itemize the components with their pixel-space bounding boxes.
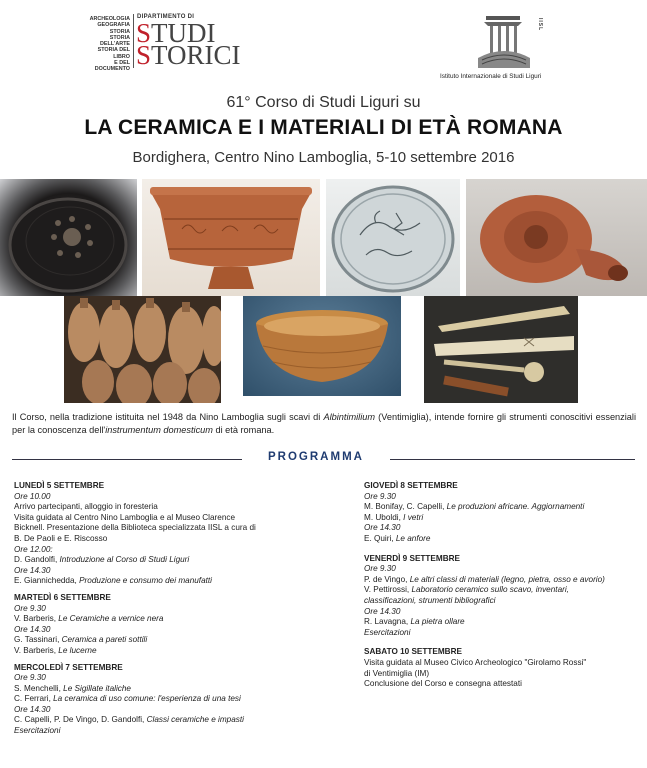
black-glaze-plate-image	[0, 179, 137, 296]
course-title: 61° Corso di Studi Liguri su	[226, 94, 421, 111]
schedule-item: C. Capelli, P. De Vingo, D. Gandolfi, Classi ceramiche e impasti	[14, 715, 244, 725]
schedule-item: R. Lavagna, La pietra ollare	[364, 617, 465, 627]
schedule-item: Esercitazioni	[364, 627, 411, 637]
divider-line-right	[390, 459, 635, 460]
logo-divider	[133, 14, 134, 68]
time-label: Ore 14.30	[14, 704, 51, 714]
schedule-item: Visita guidata al Centro Nino Lamboglia e al Museo Clarence	[14, 512, 236, 522]
terra-sigillata-bowl-image	[142, 179, 320, 296]
clay-oil-lamp-image	[466, 179, 647, 296]
department-wordmark: STUDI STORICI	[136, 18, 241, 70]
amphorae-image	[64, 296, 221, 403]
department-logo	[84, 14, 241, 73]
time-label: Ore 10.00	[14, 491, 51, 501]
bone-tools-image	[424, 296, 578, 403]
schedule-item: S. Menchelli, Le Sigillate italiche	[14, 683, 131, 693]
time-label: Ore 12.00:	[14, 544, 53, 554]
time-label: Ore 14.30	[364, 606, 401, 616]
schedule-item: Visita guidata al Museo Civico Archeologico "Girolamo Rossi"	[364, 657, 587, 667]
schedule-item: Conclusione del Corso e consegna attestati	[364, 679, 522, 689]
schedule-item: V. Barberis, Le Ceramiche a vernice nera	[14, 614, 164, 624]
divider-line-left	[12, 459, 242, 460]
day-heading-tuesday: MARTEDÌ 6 SETTEMBRE	[14, 592, 111, 602]
glazed-bowl-image	[243, 296, 401, 396]
main-title: LA CERAMICA E I MATERIALI DI ETÀ ROMANA	[84, 116, 563, 139]
schedule-item: Esercitazioni	[14, 726, 61, 736]
schedule-item: M. Uboldi, I vetri	[364, 512, 424, 522]
schedule-item: E. Quiri, Le anfore	[364, 533, 431, 543]
schedule-item: D. Gandolfi, Introduzione al Corso di Studi Liguri	[14, 555, 190, 565]
schedule-left-column	[14, 481, 344, 737]
day-heading-saturday: SABATO 10 SETTEMBRE	[364, 647, 462, 657]
schedule-item: P. de Vingo, Le altri classi di materiali (legno, pietra, osso e avorio)	[364, 574, 605, 584]
schedule-item: Arrivo partecipanti, alloggio in foresteria	[14, 502, 158, 512]
time-label: Ore 14.30	[14, 624, 51, 634]
schedule-item: E. Giannichedda, Produzione e consumo dei manufatti	[14, 576, 212, 586]
schedule-item: G. Tassinari, Ceramica a pareti sottili	[14, 635, 148, 645]
temple-icon	[474, 14, 534, 70]
time-label: Ore 14.30	[14, 565, 51, 575]
course-description: Il Corso, nella tradizione istituita nel 1948 da Nino Lamboglia sugli scavi di Albintimilium (Ventimiglia), intende fornire gli strumenti conoscitivi essenziali per la conoscenza dell'instrumentum domesticum di età romana.	[12, 412, 636, 435]
day-heading-wednesday: MERCOLEDÌ 7 SETTEMBRE	[14, 662, 123, 672]
schedule-item: V. Pettirossi, Laboratorio ceramico sullo scavo, inventari,	[364, 585, 569, 595]
schedule-item: Bicknell. Presentazione della Biblioteca specializzata IISL a cura di	[14, 523, 256, 533]
time-label: Ore 9.30	[14, 603, 46, 613]
schedule-item: di Ventimiglia (IM)	[364, 668, 430, 678]
day-heading-thursday: GIOVEDÌ 8 SETTEMBRE	[364, 481, 458, 490]
engraved-glass-plate-image	[326, 179, 460, 296]
schedule-item: M. Bonifay, C. Capelli, Le produzioni africane. Aggiornamenti	[364, 502, 585, 512]
institute-name: Istituto Internazionale di Studi Liguri	[440, 73, 542, 80]
schedule-item: C. Ferrari, La ceramica di uso comune: l'esperienza di una tesi	[14, 694, 241, 704]
institute-initials: IISL	[537, 18, 543, 32]
institute-logo	[440, 14, 560, 84]
schedule-right-column	[364, 481, 639, 690]
schedule-item: classificazioni, strumenti bibliografici	[364, 595, 496, 605]
event-subtitle: Bordighera, Centro Nino Lamboglia, 5-10 settembre 2016	[132, 149, 515, 166]
time-label: Ore 9.30	[364, 564, 396, 574]
programma-heading: PROGRAMMA	[268, 451, 364, 463]
day-heading-friday: VENERDÌ 9 SETTEMBRE	[364, 553, 460, 563]
department-label: DIPARTIMENTO DI	[137, 14, 195, 20]
schedule-item: B. De Paoli e E. Riscosso	[14, 533, 108, 543]
day-heading-monday: LUNEDÌ 5 SETTEMBRE	[14, 481, 105, 490]
department-disciplines: ARCHEOLOGIA GEOGRAFIA STORIA STORIA DELL'ARTE STORIA DEL LIBRO E DEL DOCUMENTO	[89, 16, 130, 73]
schedule-item: V. Barberis, Le lucerne	[14, 645, 97, 655]
time-label: Ore 14.30	[364, 523, 401, 533]
time-label: Ore 9.30	[364, 491, 396, 501]
time-label: Ore 9.30	[14, 673, 46, 683]
